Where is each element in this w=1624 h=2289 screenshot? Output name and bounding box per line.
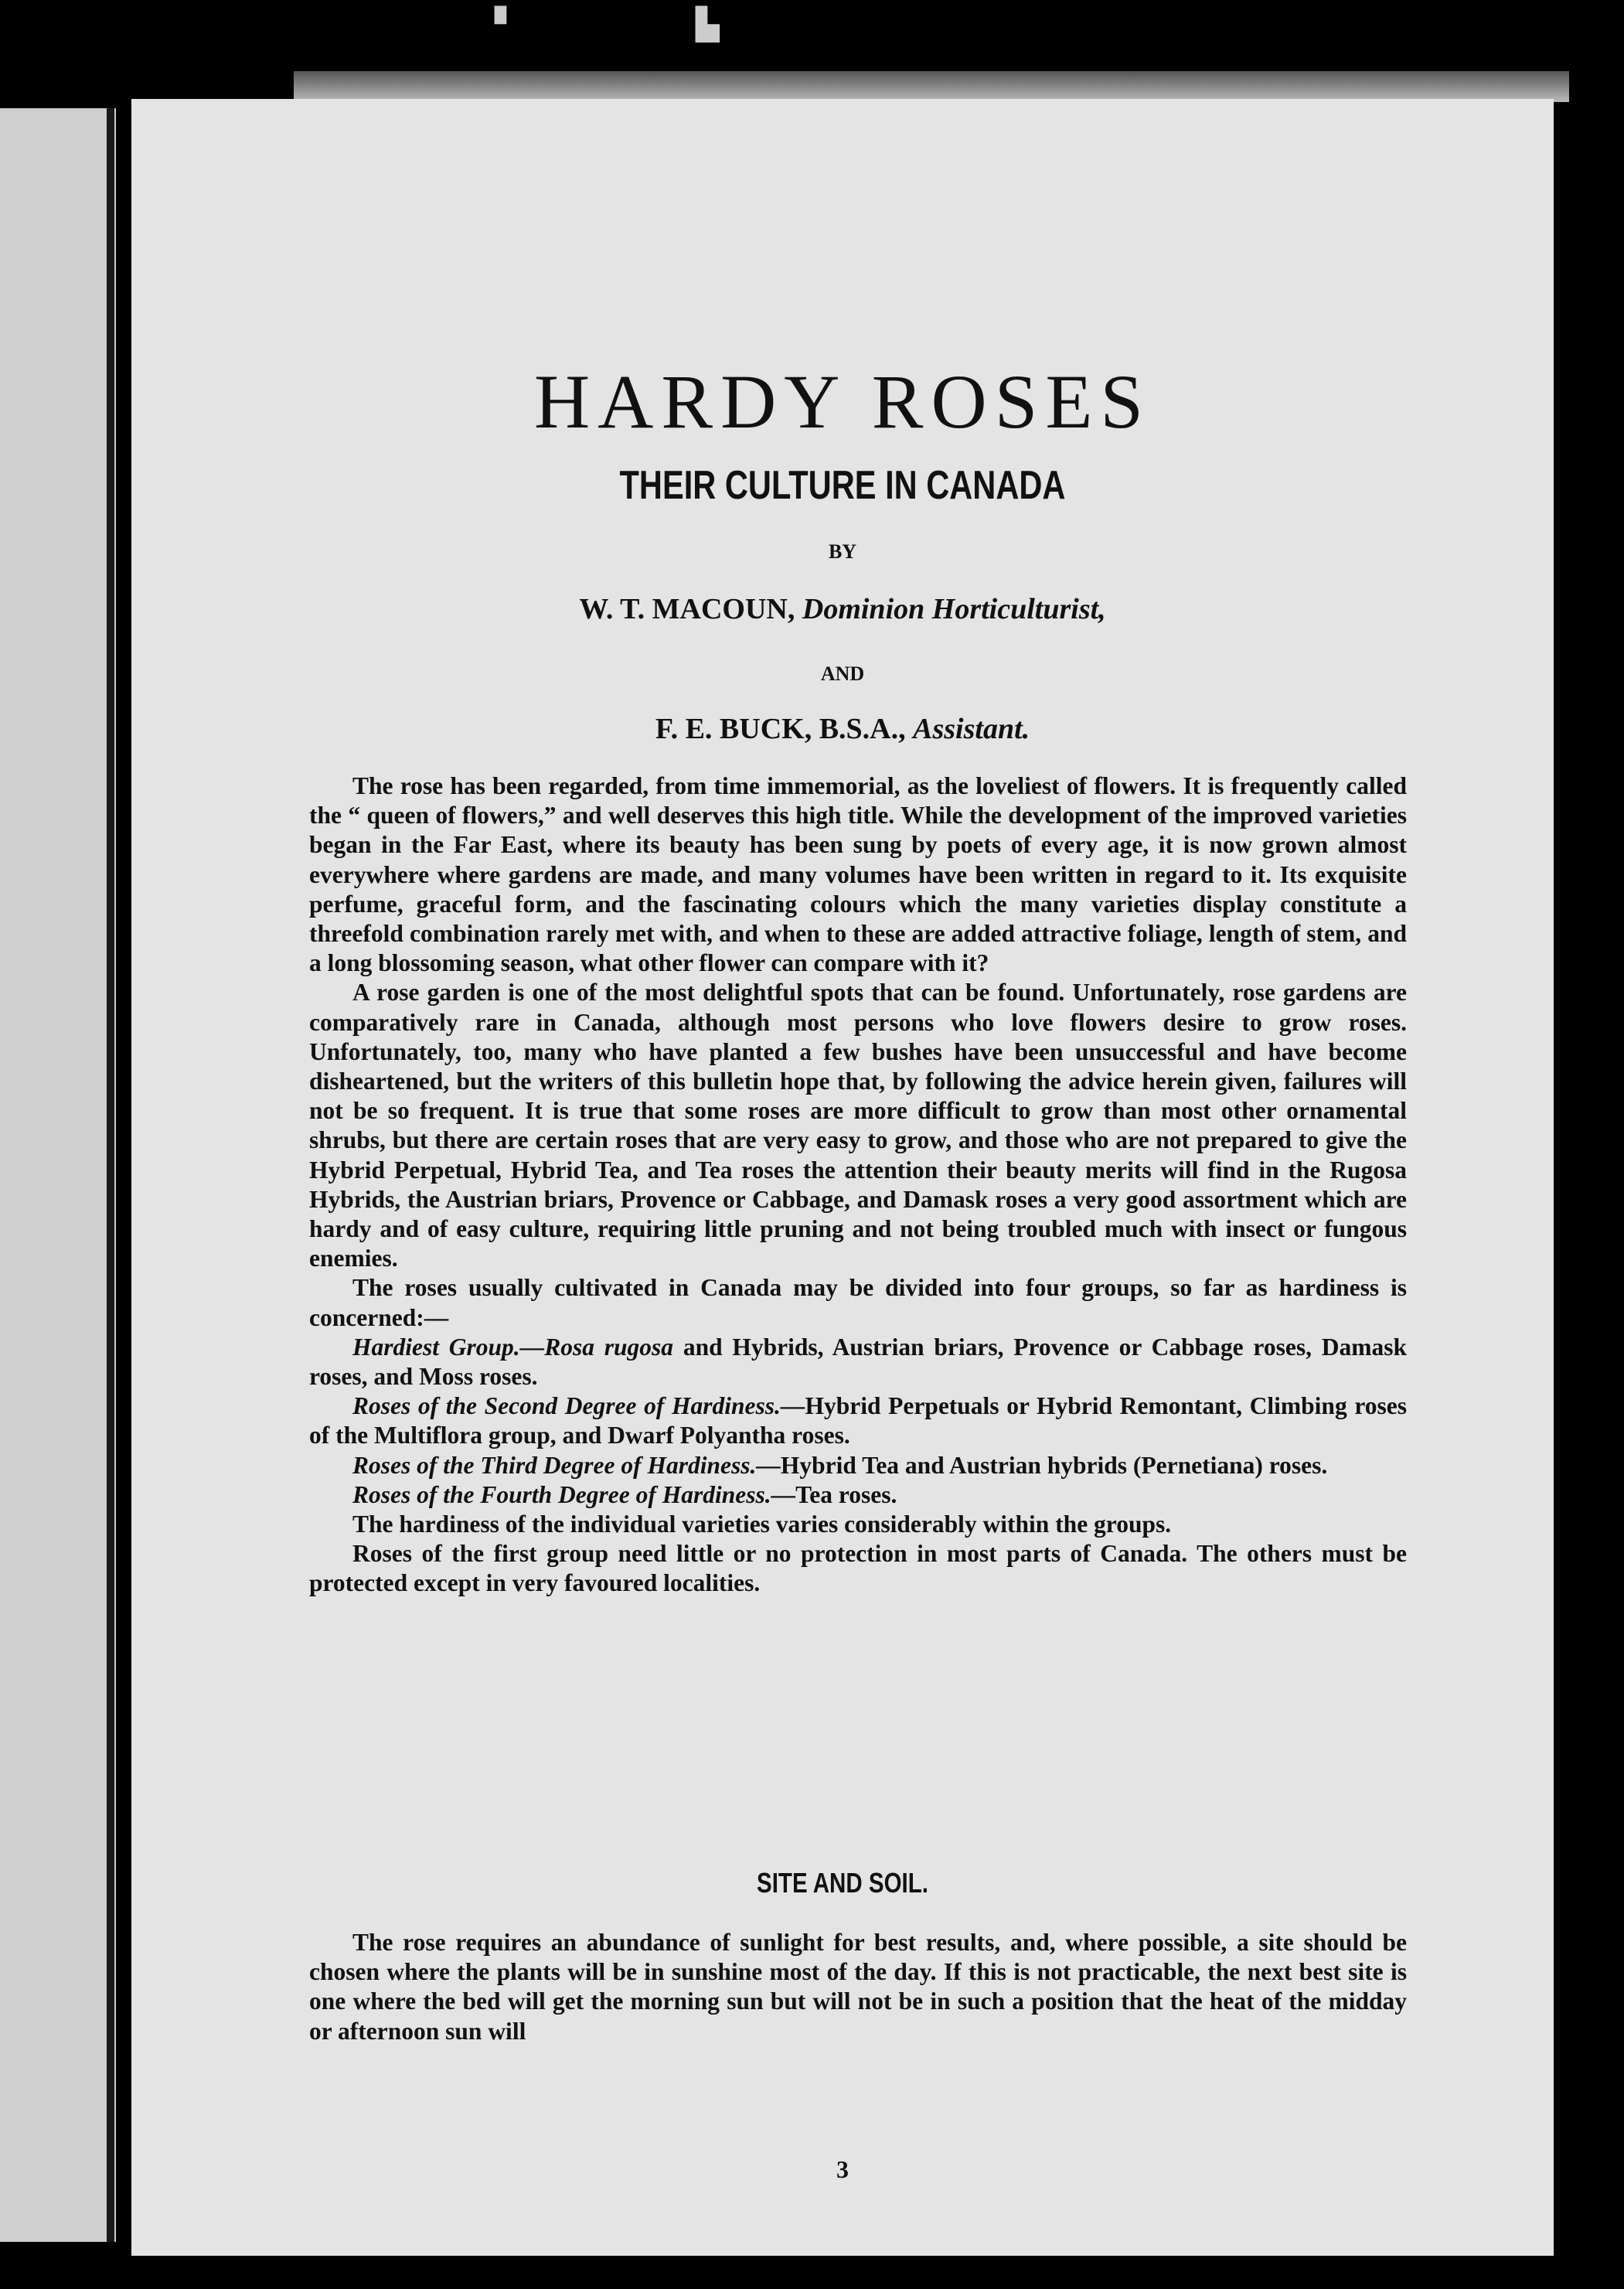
hardiness-group-2: Roses of the Second Degree of Hardiness.—Hybrid Perpetuals or Hybrid Remontant, Climbing roses of the Multiflora group, and Dwarf Polyantha roses. <box>309 1392 1407 1449</box>
document-subtitle: THEIR CULTURE IN CANADA <box>619 463 1066 508</box>
hardiness-group-4: Roses of the Fourth Degree of Hardiness.—Tea roses. <box>352 1480 897 1508</box>
page-number: 3 <box>836 2155 849 2183</box>
paragraph: The rose has been regarded, from time immemorial, as the loveliest of flowers. It is frequently called the “ queen of flowers,” and well deserves this high title. While the development of the improved varieties began in the Far East, where its beauty has been sung by poets of every age, it is now grown almost everywhere where gardens are made, and many volumes have been written in regard to it. Its exquisite perfume, graceful form, and the fascinating colours which the many varieties display constitute a threefold combination rarely met with, and when to these are added attractive foliage, length of stem, and a long blossoming season, what other flower can compare with it? <box>309 772 1407 977</box>
author-1 <box>131 594 1554 624</box>
document-page <box>131 99 1554 2256</box>
section-body-text <box>309 1928 1407 2046</box>
by-line: BY <box>828 540 857 563</box>
and-line: AND <box>820 663 865 685</box>
paragraph: The rose requires an abundance of sunlight for best results, and, where possible, a site should be chosen where the plants will be in sunshine most of the day. If this is not practicable, the next best site is one where the bed will get the morning sun but will not be in such a position that the heat of the midday or afternoon sun will <box>309 1929 1407 2045</box>
paragraph: Roses of the first group need little or no protection in most parts of Canada. The others must be protected except in very favoured localities. <box>309 1540 1407 1597</box>
hardiness-group-1: Hardiest Group.—Rosa rugosa and Hybrids, Austrian briars, Provence or Cabbage roses, Damask roses, and Moss roses. <box>309 1333 1407 1391</box>
paragraph: A rose garden is one of the most delightful spots that can be found. Unfortunately, rose gardens are comparatively rare in Canada, although most persons who love flowers desire to grow roses. Unfortunately, too, many who have planted a few bushes have been unsuccessful and have become disheartened, but the writers of this bulletin hope that, by following the advice herein given, failures will not be so frequent. It is true that some roses are more difficult to grow than most other ornamental shrubs, but there are certain roses that are very easy to grow, and those who are not prepared to give the Hybrid Perpetual, Hybrid Tea, and Tea roses the attention their beauty merits will find in the Rugosa Hybrids, the Austrian briars, Provence or Cabbage, and Damask roses a very good assortment which are hardy and of easy culture, requiring little pruning and not being troubled much with insect or fungous enemies. <box>309 979 1407 1272</box>
paragraph: The roses usually cultivated in Canada may be divided into four groups, so far as hardiness is concerned:— <box>309 1274 1407 1331</box>
document-title: HARDY ROSES <box>533 359 1152 445</box>
author-2-name: F. E. BUCK, B.S.A., <box>655 713 906 745</box>
hardiness-group-3: Roses of the Third Degree of Hardiness.—Hybrid Tea and Austrian hybrids (Pernetiana) roses. <box>352 1451 1328 1479</box>
author-2-role: Assistant. <box>913 713 1030 745</box>
author-2 <box>131 714 1554 744</box>
author-1-name: W. T. MACOUN, <box>579 593 795 625</box>
body-text <box>309 772 1407 1599</box>
adjacent-page-edge <box>0 108 116 2242</box>
paragraph: The hardiness of the individual varieties varies considerably within the groups. <box>352 1511 1172 1538</box>
section-heading: SITE AND SOIL. <box>757 1867 928 1899</box>
author-1-role: Dominion Horticulturist, <box>802 593 1106 625</box>
scan-top-strip <box>294 71 1569 102</box>
scan-artifact: ▙ <box>696 7 720 42</box>
scan-artifact: ▘ <box>495 7 519 42</box>
